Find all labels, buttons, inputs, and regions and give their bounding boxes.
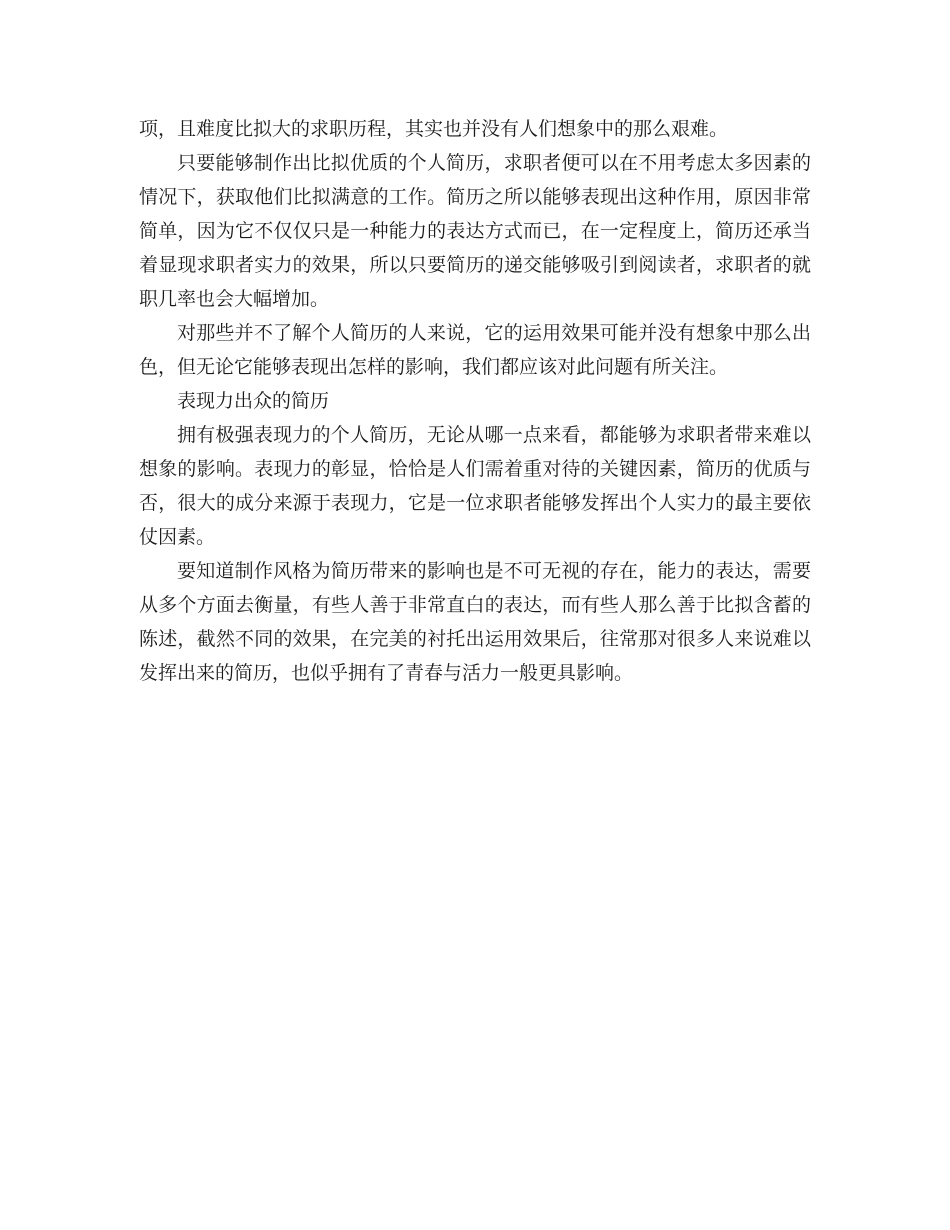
paragraph-expressiveness: 拥有极强表现力的个人简历，无论从哪一点来看，都能够为求职者带来难以想象的影响。表现力的彰显，恰恰是人们需着重对待的关键因素，简历的优质与否，很大的成分来源于表现力，它是一位求职者能够发挥出个人实力的最主要依仗因素。 bbox=[139, 424, 811, 548]
paragraph-resume-attention: 对那些并不了解个人简历的人来说，它的运用效果可能并没有想象中那么出色，但无论它能够表现出怎样的影响，我们都应该对此问题有所关注。 bbox=[139, 322, 811, 378]
paragraph-resume-quality: 只要能够制作出比拟优质的个人简历，求职者便可以在不用考虑太多因素的情况下，获取他们比拟满意的工作。简历之所以能够表现出这种作用，原因非常简单，因为它不仅仅只是一种能力的表达方式而已，在一定程度上，简历还承当着显现求职者实力的效果，所以只要简历的递交能够吸引到阅读者，求职者的就职几率也会大幅增加。 bbox=[139, 152, 811, 310]
paragraph-style-influence: 要知道制作风格为简历带来的影响也是不可无视的存在，能力的表达，需要从多个方面去衡量，有些人善于非常直白的表达，而有些人那么善于比拟含蓄的陈述，截然不同的效果，在完美的衬托出运用效果后，往常那对很多人来说难以发挥出来的简历，也似乎拥有了青春与活力一般更具影响。 bbox=[139, 560, 811, 684]
paragraph-continuation: 项，且难度比拟大的求职历程，其实也并没有人们想象中的那么艰难。 bbox=[139, 118, 729, 140]
section-heading: 表现力出众的简历 bbox=[177, 390, 330, 412]
document-body bbox=[139, 112, 811, 690]
